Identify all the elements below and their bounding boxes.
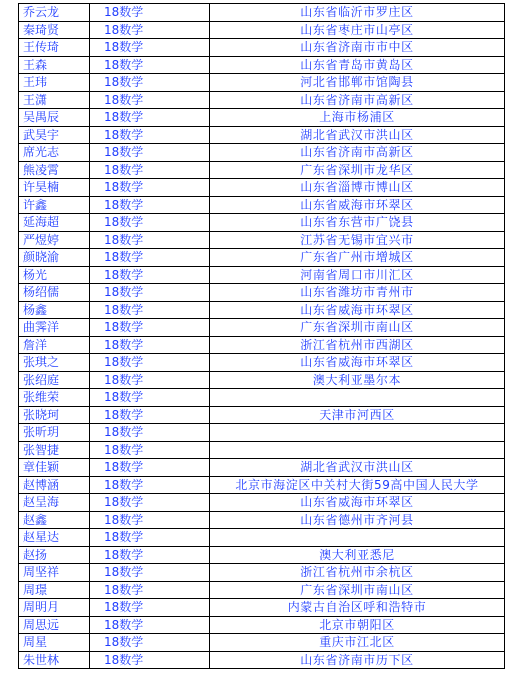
- region-cell: 湖北省武汉市洪山区: [210, 459, 505, 477]
- student-name-cell: 王潇: [19, 91, 90, 109]
- student-name-cell: 颜晓渝: [19, 249, 90, 267]
- class-cell: 18数学: [90, 529, 210, 547]
- student-name-cell: 杨鑫: [19, 301, 90, 319]
- region-cell: 广东省广州市增城区: [210, 249, 505, 267]
- table-row: [19, 179, 505, 197]
- student-name-cell: 张琪之: [19, 354, 90, 372]
- class-cell: 18数学: [90, 651, 210, 669]
- region-cell: 山东省威海市环翠区: [210, 196, 505, 214]
- class-cell: 18数学: [90, 581, 210, 599]
- region-cell: 山东省威海市环翠区: [210, 494, 505, 512]
- class-cell: 18数学: [90, 109, 210, 127]
- class-cell: 18数学: [90, 144, 210, 162]
- student-name-cell: 朱世林: [19, 651, 90, 669]
- region-cell: [210, 424, 505, 442]
- student-name-cell: 张昕玥: [19, 424, 90, 442]
- table-row: [19, 301, 505, 319]
- class-cell: 18数学: [90, 284, 210, 302]
- student-name-cell: 赵呈海: [19, 494, 90, 512]
- region-cell: 山东省济南市高新区: [210, 144, 505, 162]
- region-cell: 山东省淄博市博山区: [210, 179, 505, 197]
- class-cell: 18数学: [90, 39, 210, 57]
- class-cell: 18数学: [90, 616, 210, 634]
- class-cell: 18数学: [90, 336, 210, 354]
- class-cell: 18数学: [90, 476, 210, 494]
- table-row: [19, 529, 505, 547]
- region-cell: 山东省德州市齐河县: [210, 511, 505, 529]
- student-name-cell: 张晓珂: [19, 406, 90, 424]
- student-name-cell: 章佳颖: [19, 459, 90, 477]
- class-cell: 18数学: [90, 424, 210, 442]
- class-cell: 18数学: [90, 249, 210, 267]
- class-cell: 18数学: [90, 634, 210, 652]
- class-cell: 18数学: [90, 319, 210, 337]
- class-cell: 18数学: [90, 441, 210, 459]
- region-cell: 重庆市江北区: [210, 634, 505, 652]
- student-name-cell: 席光志: [19, 144, 90, 162]
- student-name-cell: 赵博涵: [19, 476, 90, 494]
- student-name-cell: 周明月: [19, 599, 90, 617]
- region-cell: 山东省济南市历下区: [210, 651, 505, 669]
- class-cell: 18数学: [90, 161, 210, 179]
- student-name-cell: 乔云龙: [19, 4, 90, 22]
- table-row: [19, 336, 505, 354]
- table-row: [19, 266, 505, 284]
- class-cell: 18数学: [90, 231, 210, 249]
- class-cell: 18数学: [90, 564, 210, 582]
- student-name-cell: 吴禺辰: [19, 109, 90, 127]
- class-cell: 18数学: [90, 74, 210, 92]
- table-row: [19, 21, 505, 39]
- class-cell: 18数学: [90, 459, 210, 477]
- student-name-cell: 曲霁洋: [19, 319, 90, 337]
- table-row: [19, 511, 505, 529]
- class-cell: 18数学: [90, 126, 210, 144]
- student-name-cell: 周璟: [19, 581, 90, 599]
- region-cell: 广东省深圳市龙华区: [210, 161, 505, 179]
- region-cell: 河北省邯郸市馆陶县: [210, 74, 505, 92]
- student-name-cell: 王传琦: [19, 39, 90, 57]
- class-cell: 18数学: [90, 599, 210, 617]
- region-cell: [210, 441, 505, 459]
- table-row: [19, 389, 505, 407]
- student-name-cell: 杨光: [19, 266, 90, 284]
- region-cell: 内蒙古自治区呼和浩特市: [210, 599, 505, 617]
- region-cell: 河南省周口市川汇区: [210, 266, 505, 284]
- student-name-cell: 赵鑫: [19, 511, 90, 529]
- class-cell: 18数学: [90, 4, 210, 22]
- table-row: [19, 564, 505, 582]
- table-row: [19, 56, 505, 74]
- class-cell: 18数学: [90, 266, 210, 284]
- region-cell: 山东省潍坊市青州市: [210, 284, 505, 302]
- student-roster-table: [18, 3, 505, 669]
- region-cell: 上海市杨浦区: [210, 109, 505, 127]
- table-row: [19, 581, 505, 599]
- table-row: [19, 249, 505, 267]
- roster-body: [19, 4, 505, 669]
- class-cell: 18数学: [90, 21, 210, 39]
- student-name-cell: 王玮: [19, 74, 90, 92]
- table-row: [19, 231, 505, 249]
- student-name-cell: 许昊楠: [19, 179, 90, 197]
- table-row: [19, 371, 505, 389]
- table-row: [19, 459, 505, 477]
- student-name-cell: 杨绍儒: [19, 284, 90, 302]
- table-row: [19, 546, 505, 564]
- student-name-cell: 王森: [19, 56, 90, 74]
- table-row: [19, 144, 505, 162]
- class-cell: 18数学: [90, 406, 210, 424]
- student-name-cell: 严煜婷: [19, 231, 90, 249]
- class-cell: 18数学: [90, 546, 210, 564]
- student-name-cell: 赵星达: [19, 529, 90, 547]
- student-name-cell: 延海超: [19, 214, 90, 232]
- table-row: [19, 196, 505, 214]
- table-row: [19, 406, 505, 424]
- student-name-cell: 张维荣: [19, 389, 90, 407]
- table-row: [19, 494, 505, 512]
- table-row: [19, 91, 505, 109]
- class-cell: 18数学: [90, 196, 210, 214]
- region-cell: 山东省威海市环翠区: [210, 354, 505, 372]
- region-cell: 山东省临沂市罗庄区: [210, 4, 505, 22]
- region-cell: 浙江省杭州市余杭区: [210, 564, 505, 582]
- table-row: [19, 476, 505, 494]
- table-row: [19, 284, 505, 302]
- region-cell: 湖北省武汉市洪山区: [210, 126, 505, 144]
- region-cell: [210, 529, 505, 547]
- class-cell: 18数学: [90, 301, 210, 319]
- class-cell: 18数学: [90, 494, 210, 512]
- class-cell: 18数学: [90, 91, 210, 109]
- region-cell: 山东省东营市广饶县: [210, 214, 505, 232]
- region-cell: 江苏省无锡市宜兴市: [210, 231, 505, 249]
- table-row: [19, 354, 505, 372]
- region-cell: [210, 389, 505, 407]
- table-row: [19, 319, 505, 337]
- student-name-cell: 张绍庭: [19, 371, 90, 389]
- student-name-cell: 张智捷: [19, 441, 90, 459]
- student-name-cell: 周坚祥: [19, 564, 90, 582]
- table-row: [19, 74, 505, 92]
- student-name-cell: 熊凌霄: [19, 161, 90, 179]
- class-cell: 18数学: [90, 354, 210, 372]
- region-cell: 澳大利亚墨尔本: [210, 371, 505, 389]
- table-row: [19, 4, 505, 22]
- class-cell: 18数学: [90, 389, 210, 407]
- student-name-cell: 许鑫: [19, 196, 90, 214]
- table-row: [19, 109, 505, 127]
- table-row: [19, 161, 505, 179]
- class-cell: 18数学: [90, 214, 210, 232]
- region-cell: 山东省枣庄市山亭区: [210, 21, 505, 39]
- region-cell: 山东省济南市市中区: [210, 39, 505, 57]
- region-cell: 山东省威海市环翠区: [210, 301, 505, 319]
- region-cell: 山东省青岛市黄岛区: [210, 56, 505, 74]
- table-row: [19, 214, 505, 232]
- table-row: [19, 599, 505, 617]
- student-name-cell: 武昊宇: [19, 126, 90, 144]
- table-row: [19, 441, 505, 459]
- region-cell: 广东省深圳市南山区: [210, 581, 505, 599]
- region-cell: 浙江省杭州市西湖区: [210, 336, 505, 354]
- table-row: [19, 634, 505, 652]
- student-name-cell: 赵扬: [19, 546, 90, 564]
- table-row: [19, 616, 505, 634]
- student-name-cell: 周星: [19, 634, 90, 652]
- student-name-cell: 秦琦贤: [19, 21, 90, 39]
- table-row: [19, 651, 505, 669]
- region-cell: 北京市朝阳区: [210, 616, 505, 634]
- region-cell: 广东省深圳市南山区: [210, 319, 505, 337]
- region-cell: 天津市河西区: [210, 406, 505, 424]
- student-name-cell: 周思远: [19, 616, 90, 634]
- class-cell: 18数学: [90, 179, 210, 197]
- student-name-cell: 詹洋: [19, 336, 90, 354]
- table-row: [19, 39, 505, 57]
- table-row: [19, 126, 505, 144]
- region-cell: 山东省济南市高新区: [210, 91, 505, 109]
- class-cell: 18数学: [90, 511, 210, 529]
- region-cell: 澳大利亚悉尼: [210, 546, 505, 564]
- region-cell: 北京市海淀区中关村大街59高中国人民大学: [210, 476, 505, 494]
- table-row: [19, 424, 505, 442]
- class-cell: 18数学: [90, 56, 210, 74]
- class-cell: 18数学: [90, 371, 210, 389]
